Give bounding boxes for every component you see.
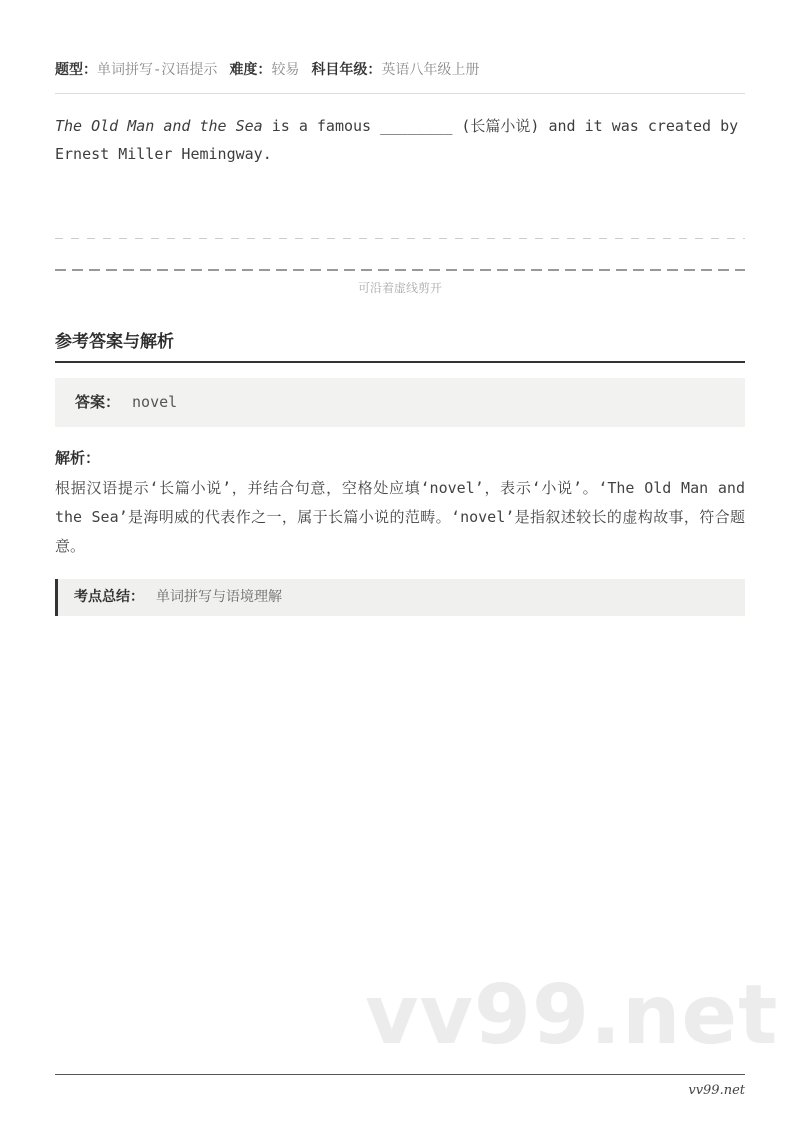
summary-label: 考点总结： [74,589,144,605]
difficulty-value: 较易 [271,62,300,78]
dashed-line-light [55,238,745,239]
answer-box [55,378,745,427]
watermark: vv99.net [365,968,779,1063]
question-text [55,112,745,168]
question-body: is a famous ________ (长篇小说) and it was created by Ernest Miller Hemingway. [55,117,739,163]
book-title: The Old Man and the Sea [55,117,263,135]
analysis-label: 解析： [55,449,101,467]
answer-section-heading: 参考答案与解析 [55,332,174,352]
cut-along-line-hint: 可沿着虚线剪开 [357,281,442,295]
question-type-label: 题型： [55,62,97,78]
header-divider [55,93,745,94]
answer-label: 答案： [75,393,121,411]
difficulty-label: 难度： [229,62,272,78]
page-footer [55,1074,745,1098]
section-heading-rule [55,361,745,363]
key-point-summary-box [55,579,745,616]
dashed-cut-line [55,269,745,271]
question-meta-row [55,0,745,79]
footer-site-name: vv99.net [688,1083,745,1098]
subject-grade-value: 英语八年级上册 [381,62,480,78]
answer-value: novel [132,393,178,411]
page-content [55,0,745,616]
subject-grade-label: 科目年级： [311,62,382,78]
analysis-text: 根据汉语提示‘长篇小说’，并结合句意，空格处应填‘novel’，表示‘小说’。‘The Old Man and the Sea’是海明威的代表作之一，属于长篇小说的范畴。‘novel’是指叙述较长的虚构故事，符合题意。 [55,479,745,555]
question-type-value: 单词拼写-汉语提示 [97,62,218,78]
summary-value: 单词拼写与语境理解 [156,589,282,605]
